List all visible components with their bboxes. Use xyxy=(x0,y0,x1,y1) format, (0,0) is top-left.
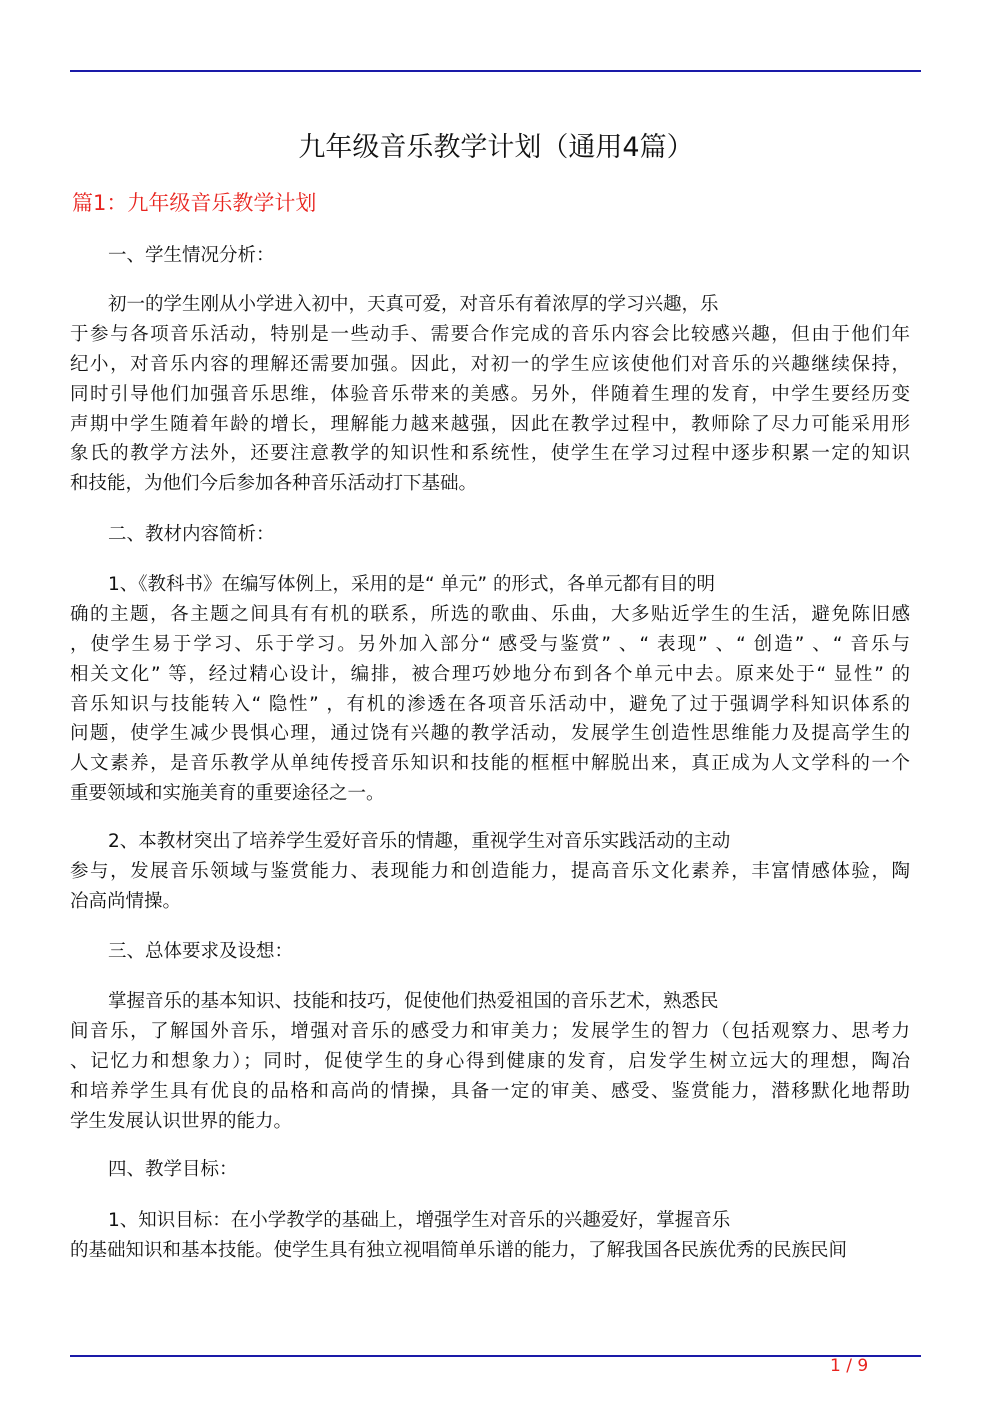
heading-text: 二、教材内容简析： xyxy=(108,524,275,545)
section-heading xyxy=(70,937,910,967)
paragraph xyxy=(70,290,910,499)
paragraph-line: 人文素养，是音乐教学从单纯传授音乐知识和技能的框框中解脱出来，真正成为人文学科的一个 xyxy=(70,753,910,775)
paragraph-line: 确的主题，各主题之间具有有机的联系，所选的歌曲、乐曲，大多贴近学生的生活，避免陈旧感 xyxy=(70,603,910,625)
paragraph-line: 重要领域和实施美育的重要途径之一。 xyxy=(70,783,385,805)
document-title: 九年级音乐教学计划（通用4篇） xyxy=(298,132,694,163)
paragraph-line: 纪小，对音乐内容的理解还需要加强。因此，对初一的学生应该使他们对音乐的兴趣继续保持， xyxy=(70,353,910,375)
paragraph-line: 象氏的教学方法外，还要注意教学的知识性和系统性，使学生在学习过程中逐步积累一定的知识 xyxy=(70,443,910,465)
paragraph-line: ，使学生易于学习、乐于学习。另外加入部分“ 感受与鉴赏” 、“ 表现” 、“ 创造” 、“ 音乐与 xyxy=(70,633,910,655)
paragraph-line: 、记忆力和想象力）；同时，促使学生的身心得到健康的发育，启发学生树立远大的理想，陶冶 xyxy=(70,1050,910,1072)
section-title: 篇1：九年级音乐教学计划 xyxy=(72,191,317,215)
paragraph-line: 1、《教科书》在编写体例上，采用的是“ 单元” 的形式，各单元都有目的明 xyxy=(108,574,715,595)
paragraph-line: 初一的学生刚从小学进入初中，天真可爱，对音乐有着浓厚的学习兴趣，乐 xyxy=(108,294,719,315)
paragraph xyxy=(70,570,910,809)
paragraph-line: 学生发展认识世界的能力。 xyxy=(70,1110,293,1132)
section-heading xyxy=(70,241,910,271)
paragraph-line: 和技能，为他们今后参加各种音乐活动打下基础。 xyxy=(70,473,478,495)
paragraph-line: 问题，使学生减少畏惧心理，通过饶有兴趣的教学活动，发展学生创造性思维能力及提高学生的 xyxy=(70,723,910,745)
section-heading xyxy=(70,1155,910,1185)
paragraph-line: 同时引导他们加强音乐思维，体验音乐带来的美感。另外，伴随着生理的发育，中学生要经历变 xyxy=(70,383,910,405)
paragraph-line: 参与，发展音乐领域与鉴赏能力、表现能力和创造能力，提高音乐文化素养，丰富情感体验，陶 xyxy=(70,860,910,882)
paragraph xyxy=(70,987,910,1136)
footer-rule xyxy=(70,1355,921,1357)
paragraph-line: 相关文化” 等，经过精心设计，编排，被合理巧妙地分布到各个单元中去。原来处于“ 显性” 的 xyxy=(70,663,910,685)
paragraph-line: 的基础知识和基本技能。使学生具有独立视唱简单乐谱的能力，了解我国各民族优秀的民族民间 xyxy=(70,1239,848,1261)
paragraph xyxy=(70,827,910,917)
heading-text: 三、总体要求及设想： xyxy=(108,941,294,962)
paragraph-line: 掌握音乐的基本知识、技能和技巧，促使他们热爱祖国的音乐艺术，熟悉民 xyxy=(108,991,719,1012)
heading-text: 四、教学目标： xyxy=(108,1159,238,1180)
paragraph xyxy=(70,1206,910,1266)
paragraph-line: 和培养学生具有优良的品格和高尚的情操，具备一定的审美、感受、鉴赏能力，潜移默化地帮助 xyxy=(70,1080,910,1102)
section-heading xyxy=(70,520,910,550)
paragraph-line: 音乐知识与技能转入“ 隐性” ，有机的渗透在各项音乐活动中，避免了过于强调学科知识体系的 xyxy=(70,693,910,715)
paragraph-line: 1、知识目标：在小学教学的基础上，增强学生对音乐的兴趣爱好，掌握音乐 xyxy=(108,1210,731,1231)
paragraph-line: 冶高尚情操。 xyxy=(70,890,182,912)
paragraph-line: 2、本教材突出了培养学生爱好音乐的情趣，重视学生对音乐实践活动的主动 xyxy=(108,831,731,852)
page-number: 1 / 9 xyxy=(830,1356,869,1376)
heading-text: 一、学生情况分析： xyxy=(108,245,275,266)
paragraph-line: 于参与各项音乐活动，特别是一些动手、需要合作完成的音乐内容会比较感兴趣，但由于他们年 xyxy=(70,323,910,345)
header-rule xyxy=(70,70,921,72)
paragraph-line: 间音乐，了解国外音乐，增强对音乐的感受力和审美力；发展学生的智力（包括观察力、思考力 xyxy=(70,1020,910,1042)
paragraph-line: 声期中学生随着年龄的增长，理解能力越来越强，因此在教学过程中，教师除了尽力可能采用形 xyxy=(70,413,910,435)
